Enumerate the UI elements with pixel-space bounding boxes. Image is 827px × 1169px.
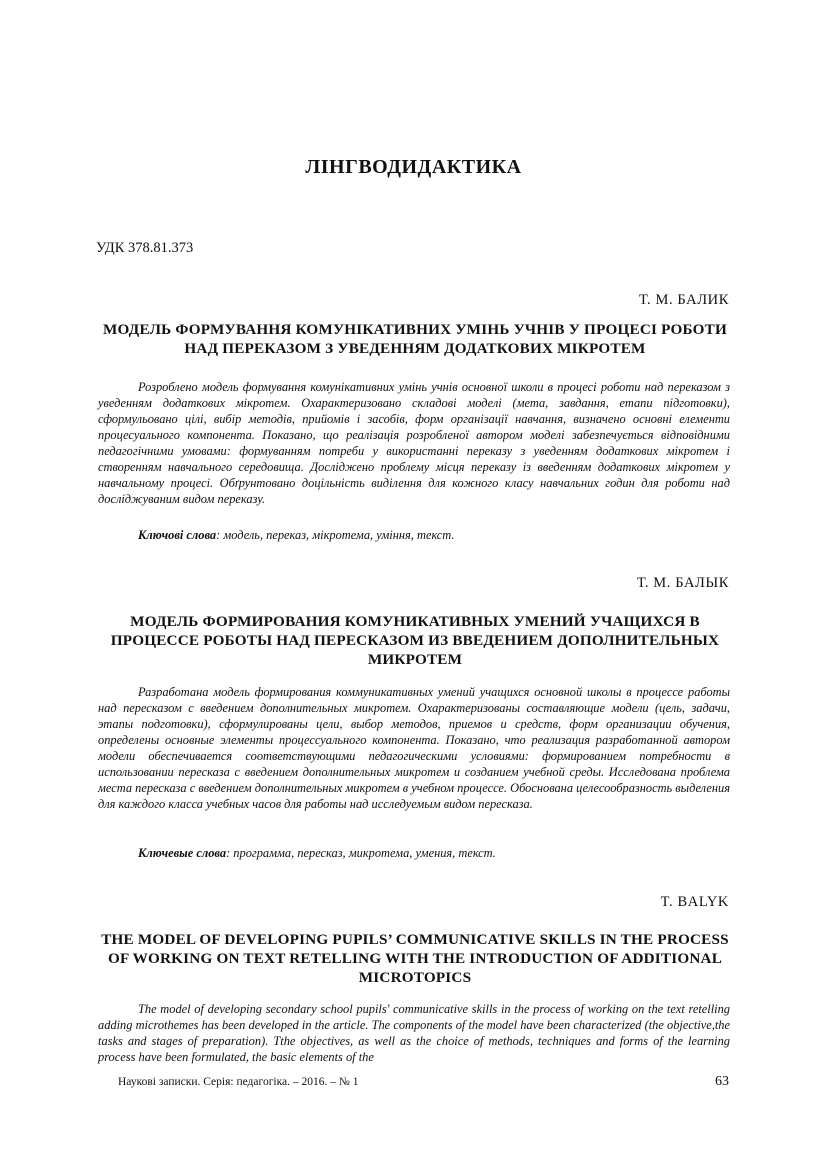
abstract-russian: Разработана модель формирования коммуникативных умений учащихся основной школы в процессе работы над пересказом с введением дополнительных микротем. Охарактеризованы составляющие модели (цель, задачи, этапы подготовки), сформулированы цели, выбор методов, приемов и средств, форм организации обучения, определены основные элементы процессуального компонента. Показано, что реализация разработанной автором модели обеспечивается соответствующими педагогическими условиями: формированием потребности в использовании пересказа с введением дополнительных микротем и созданием учебной среды. Исследована проблема места пересказа с введением дополнительных микротем в учебном процессе. Обоснована целесообразность выделения для каждого класса учебных часов для работы над исследуемым видом пересказа. (98, 685, 730, 811)
section-title: ЛІНГВОДИДАКТИКА (305, 156, 522, 178)
udc-code: УДК 378.81.373 (96, 240, 194, 256)
article-title-english: THE MODEL OF DEVELOPING PUPILS’ COMMUNICATIVE SKILLS IN THE PROCESS OF WORKING ON TEXT RETELLING WITH THE INTRODUCTION OF ADDITIONAL MICROTOPICS (101, 931, 729, 986)
abstract-ukrainian: Розроблено модель формування комунікативних умінь учнів основної школи в процесі роботи над переказом з уведенням додаткових мікротем. Охарактеризовано складові моделі (мета, завдання, етапи підготовки), сформульовано цілі, вибір методів, прийомів і засобів, форм організації навчання, визначено основні елементи процесуального компонента. Показано, що реалізація розробленої автором моделі забезпечується відповідними педагогічними умовами: формуванням потреби у використанні переказу з уведенням додаткових мікротем і створенням навчального середовища. Досліджено проблему місця переказу із введенням додаткових мікротем у навчальному процесі. Обґрунтовано доцільність виділення для кожного класу навчальних годин для роботи над досліджуваним видом переказу. (98, 380, 730, 506)
article-title-ukrainian: МОДЕЛЬ ФОРМУВАННЯ КОМУНІКАТИВНИХ УМІНЬ УЧНІВ У ПРОЦЕСІ РОБОТИ НАД ПЕРЕКАЗОМ З УВЕДЕННЯМ ДОДАТКОВИХ МІКРОТЕМ (103, 321, 727, 357)
keywords-label: Ключевые слова (138, 846, 227, 860)
abstract-english: The model of developing secondary school pupils' communicative skills in the process of working on the text retelling adding microthemes has been developed in the article. The components of the model have been characterized (the objective,the tasks and stages of preparation). Tthe objectives, as well as the choice of methods, techniques and forms of the learning process have been formulated, the basic elements of the (98, 1002, 730, 1064)
author-english: T. BALYK (660, 894, 729, 910)
keywords-label: Ключові слова (138, 528, 217, 542)
keywords-russian (138, 846, 496, 861)
keywords-text: : модель, переказ, мікротема, уміння, текст. (216, 528, 455, 542)
keywords-text: : программа, пересказ, микротема, умения, текст. (226, 846, 496, 860)
journal-footer: Наукові записки. Серія: педагогіка. – 2016. – № 1 (118, 1076, 359, 1088)
author-ukrainian: Т. М. БАЛИК (639, 292, 729, 308)
keywords-ukrainian (138, 528, 454, 543)
author-russian: Т. М. БАЛЫК (636, 575, 729, 591)
page-number: 63 (715, 1074, 729, 1089)
article-title-russian: МОДЕЛЬ ФОРМИРОВАНИЯ КОМУНИКАТИВНЫХ УМЕНИЙ УЧАЩИХСЯ В ПРОЦЕССЕ РОБОТЫ НАД ПЕРЕСКАЗОМ ИЗ ВВЕДЕНИЕМ ДОПОЛНИТЕЛЬНЫХ МИКРОТЕМ (110, 613, 720, 668)
